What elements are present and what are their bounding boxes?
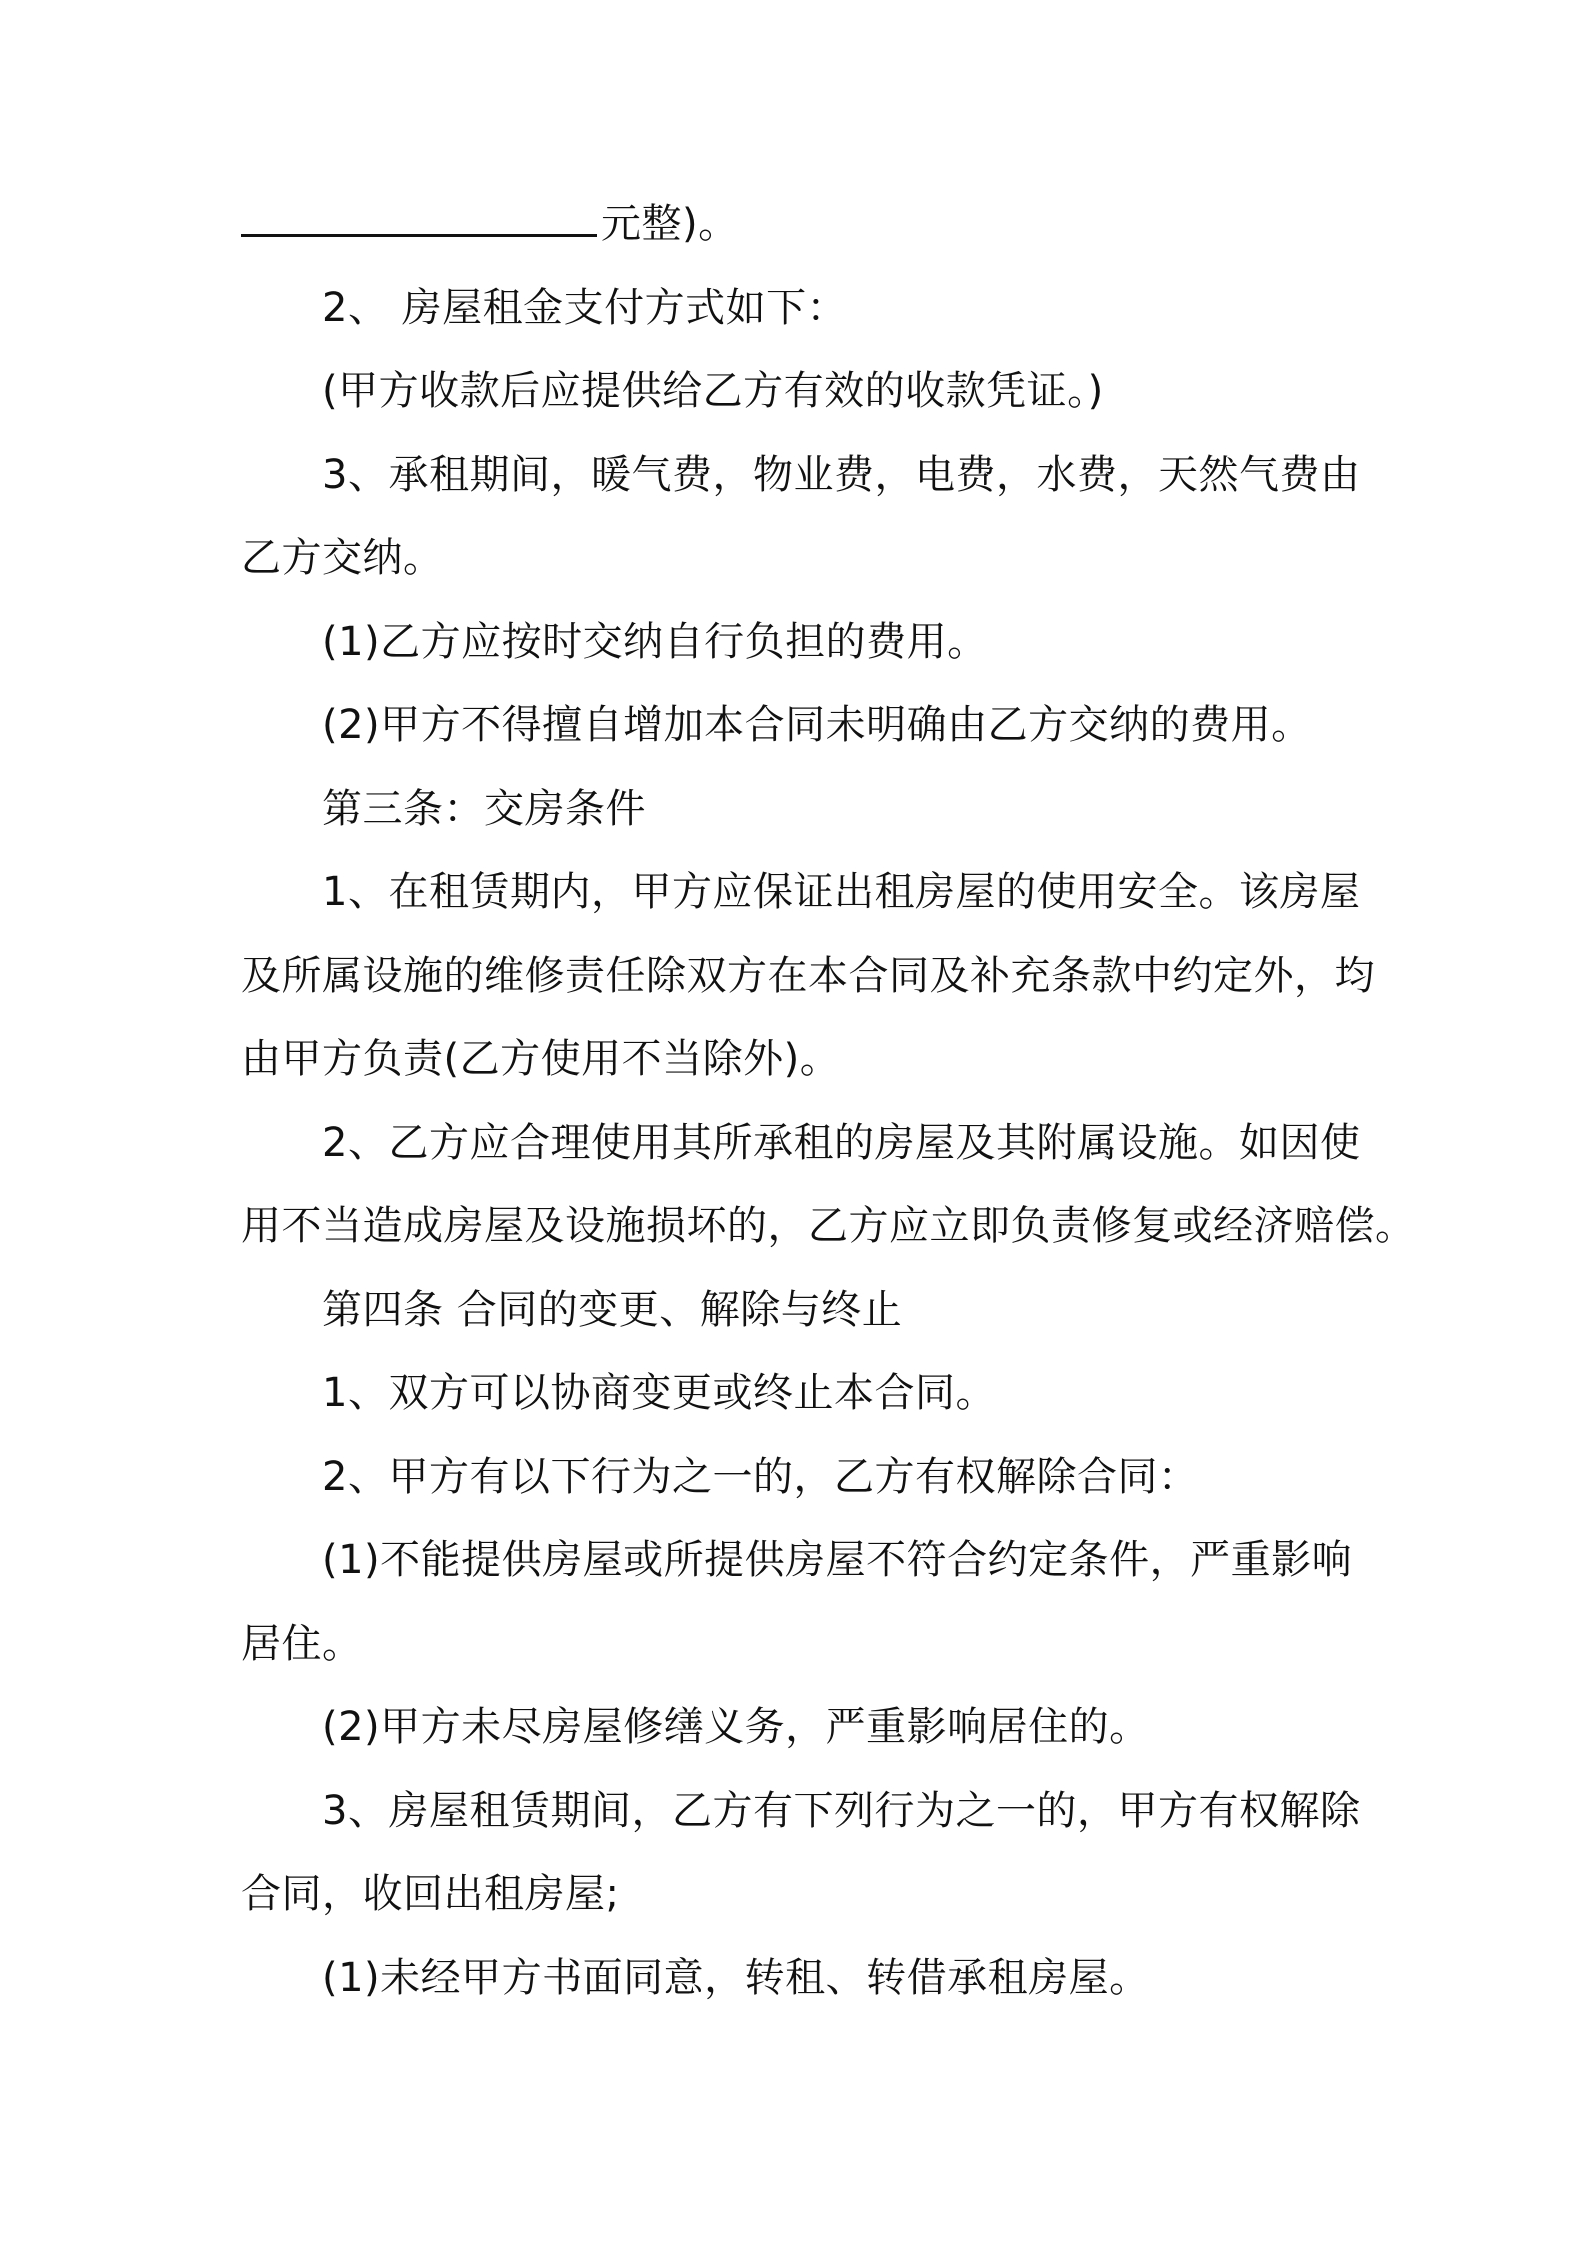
paragraph-line: (2)甲方不得擅自增加本合同未明确由乙方交纳的费用。 (322, 702, 1312, 748)
amount-blank-line (241, 196, 739, 252)
paragraph-line: 及所属设施的维修责任除双方在本合同及补充条款中约定外，均 (241, 953, 1375, 999)
paragraph-line: 2、甲方有以下行为之一的，乙方有权解除合同： (322, 1454, 1199, 1500)
paragraph-line: 居住。 (241, 1621, 363, 1667)
paragraph-line: 1、在租赁期内，甲方应保证出租房屋的使用安全。该房屋 (322, 869, 1361, 915)
paragraph-line: (甲方收款后应提供给乙方有效的收款凭证。) (322, 368, 1104, 414)
paragraph-line: 3、承租期间，暖气费，物业费，电费，水费，天然气费由 (322, 452, 1361, 498)
paragraph-line: 用不当造成房屋及设施损坏的，乙方应立即负责修复或经济赔偿。 (241, 1203, 1416, 1249)
paragraph-line: 2、乙方应合理使用其所承租的房屋及其附属设施。如因使 (322, 1120, 1361, 1166)
paragraph-line: 由甲方负责(乙方使用不当除外)。 (241, 1036, 841, 1082)
paragraph-line: 合同，收回出租房屋; (241, 1871, 620, 1917)
paragraph-line: 3、房屋租赁期间，乙方有下列行为之一的，甲方有权解除 (322, 1788, 1361, 1834)
paragraph-line: (1)未经甲方书面同意，转租、转借承租房屋。 (322, 1955, 1150, 2001)
paragraph-line: (1)乙方应按时交纳自行负担的费用。 (322, 619, 988, 665)
paragraph-line: (1)不能提供房屋或所提供房屋不符合约定条件，严重影响 (322, 1537, 1353, 1583)
paragraph-line: 1、双方可以协商变更或终止本合同。 (322, 1370, 996, 1416)
amount-suffix-text: 元整)。 (601, 201, 739, 247)
paragraph-line: (2)甲方未尽房屋修缮义务，严重影响居住的。 (322, 1704, 1150, 1750)
paragraph-line: 乙方交纳。 (241, 535, 444, 581)
paragraph-line: 2、 房屋租金支付方式如下： (322, 285, 848, 331)
section-heading: 第四条 合同的变更、解除与终止 (322, 1287, 903, 1333)
section-heading: 第三条：交房条件 (322, 786, 646, 832)
fill-in-blank (241, 198, 597, 237)
